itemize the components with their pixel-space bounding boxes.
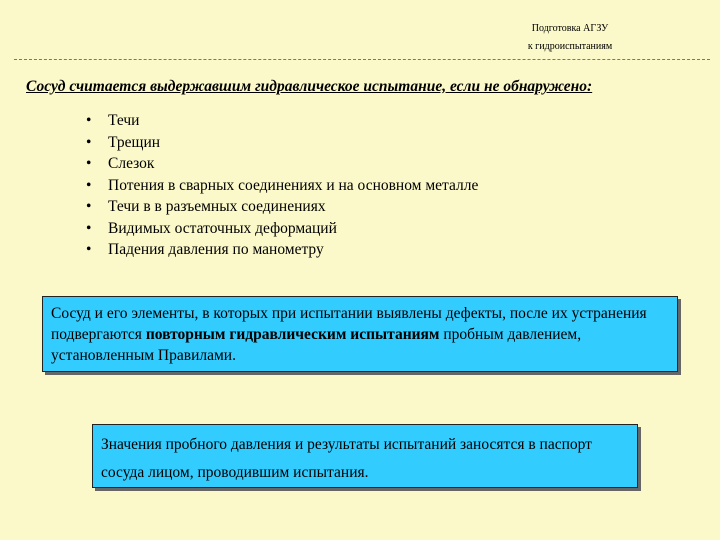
headline: Сосуд считается выдержавшим гидравлическое испытание, если не обнаружено: [26, 78, 593, 95]
box2-text: Значения пробного давления и результаты испытаний заносятся в паспорт сосуда лицом, проводившим испытания. [101, 436, 592, 481]
list-item [86, 196, 478, 218]
list-item-text: Трещин [108, 133, 161, 151]
box1-text-before: Сосуд и его элементы, в которых при испытании выявлены дефекты, после их устранения подвергаются [51, 305, 647, 343]
bullet-icon: • [86, 198, 92, 215]
list-item [86, 132, 478, 154]
list-item [86, 239, 478, 261]
list-item [86, 175, 478, 197]
bullet-icon: • [86, 176, 92, 194]
list-item-text: Падения давления по манометру [108, 241, 324, 258]
bullet-icon: • [86, 241, 92, 258]
passport-note-box [92, 424, 638, 488]
bullet-icon: • [86, 219, 92, 237]
bullet-icon: • [86, 133, 92, 151]
list-item-text: Течи в в разъемных соединениях [108, 198, 326, 215]
bullet-icon: • [86, 112, 92, 129]
box1-text-after: пробным давлением, установленным Правилами. [51, 326, 582, 364]
list-item-text: Видимых остаточных деформаций [108, 219, 337, 237]
header-divider [14, 59, 710, 60]
list-item [86, 218, 478, 240]
defect-list [86, 110, 478, 261]
header-note-line2: к гидроиспытаниям [527, 41, 613, 52]
list-item [86, 153, 478, 175]
box1-text-bold: повторным гидравлическим испытаниям [145, 326, 440, 343]
list-item [86, 110, 478, 132]
header-note [480, 20, 660, 56]
repeat-test-note-box [42, 296, 678, 372]
bullet-icon: • [86, 155, 92, 172]
list-item-text: Течи [108, 112, 140, 129]
header-note-line1: Подготовка АГЗУ [531, 23, 609, 34]
list-item-text: Слезок [108, 155, 155, 172]
list-item-text: Потения в сварных соединениях и на основном металле [108, 176, 479, 194]
